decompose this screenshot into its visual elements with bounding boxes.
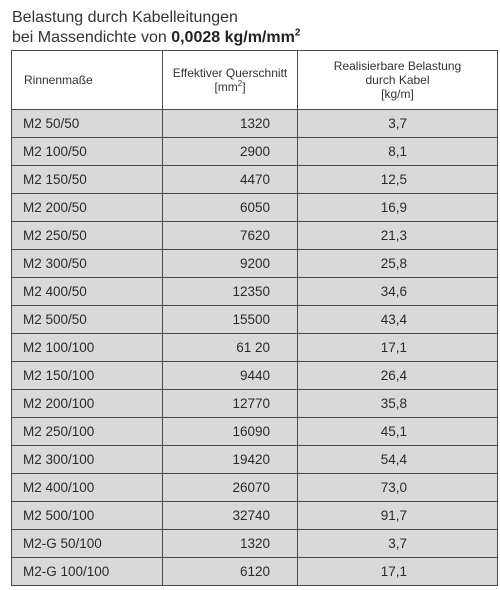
cell-cross-section: 16090 [163, 418, 298, 446]
cell-channel-size: M2 300/50 [12, 250, 163, 278]
unit-exponent: 2 [237, 79, 243, 88]
cell-load: 17,1 [298, 558, 498, 586]
page-title [12, 8, 300, 48]
table-row [12, 446, 498, 474]
cell-load: 25,8 [298, 250, 498, 278]
table-row [12, 222, 498, 250]
table-row [12, 194, 498, 222]
cell-channel-size: M2 200/50 [12, 194, 163, 222]
cell-load: 3,7 [298, 530, 498, 558]
table-row [12, 138, 498, 166]
header-cross-section-unit [214, 80, 245, 94]
table-row [12, 278, 498, 306]
header-load-line-2: durch Kabel [365, 73, 430, 87]
cell-load: 34,6 [298, 278, 498, 306]
table-row [12, 110, 498, 138]
cell-load: 26,4 [298, 362, 498, 390]
header-cross-section [163, 51, 298, 110]
table-row [12, 250, 498, 278]
table-row [12, 166, 498, 194]
cell-cross-section: 1320 [163, 530, 298, 558]
header-channel-size: Rinnenmaße [12, 51, 163, 110]
mass-density-exponent: 2 [294, 27, 301, 39]
cell-cross-section: 4470 [163, 166, 298, 194]
table-row [12, 530, 498, 558]
cell-load: 17,1 [298, 334, 498, 362]
header-load-unit: [kg/m] [381, 87, 414, 101]
table-row [12, 558, 498, 586]
cell-channel-size: M2 400/50 [12, 278, 163, 306]
table-row [12, 474, 498, 502]
table-row [12, 334, 498, 362]
cell-cross-section: 12770 [163, 390, 298, 418]
load-table [11, 50, 498, 586]
unit-close: ] [242, 80, 246, 94]
cell-channel-size: M2 400/100 [12, 474, 163, 502]
table-row [12, 418, 498, 446]
table-row [12, 306, 498, 334]
cell-cross-section: 7620 [163, 222, 298, 250]
table-row [12, 502, 498, 530]
cell-channel-size: M2-G 50/100 [12, 530, 163, 558]
header-cross-section-label: Effektiver Querschnitt [172, 66, 288, 80]
cell-load: 73,0 [298, 474, 498, 502]
cell-channel-size: M2 300/100 [12, 446, 163, 474]
cell-cross-section: 19420 [163, 446, 298, 474]
cell-cross-section: 9200 [163, 250, 298, 278]
cell-cross-section: 61 20 [163, 334, 298, 362]
table-body [12, 110, 498, 586]
cell-channel-size: M2 500/100 [12, 502, 163, 530]
cell-cross-section: 12350 [163, 278, 298, 306]
header-load [298, 51, 498, 110]
cell-cross-section: 6050 [163, 194, 298, 222]
cell-load: 16,9 [298, 194, 498, 222]
cell-channel-size: M2 200/100 [12, 390, 163, 418]
table-header-row [12, 51, 498, 110]
cell-load: 8,1 [298, 138, 498, 166]
cell-channel-size: M2 250/50 [12, 222, 163, 250]
cell-channel-size: M2 500/50 [12, 306, 163, 334]
header-load-line-1: Realisierbare Belastung [333, 59, 462, 73]
cell-load: 35,8 [298, 390, 498, 418]
cell-cross-section: 26070 [163, 474, 298, 502]
mass-density-text: 0,0028 kg/m/mm [171, 29, 295, 46]
title-line-2 [12, 28, 300, 48]
cell-cross-section: 32740 [163, 502, 298, 530]
cell-cross-section: 2900 [163, 138, 298, 166]
cell-cross-section: 15500 [163, 306, 298, 334]
cell-load: 45,1 [298, 418, 498, 446]
cell-load: 21,3 [298, 222, 498, 250]
cell-cross-section: 6120 [163, 558, 298, 586]
table-row [12, 390, 498, 418]
title-line-2-prefix: bei Massendichte von [12, 29, 172, 46]
title-line-1: Belastung durch Kabelleitungen [12, 9, 238, 26]
table-row [12, 362, 498, 390]
mass-density-value [171, 29, 300, 46]
cell-channel-size: M2 150/50 [12, 166, 163, 194]
cell-load: 3,7 [298, 110, 498, 138]
cell-channel-size: M2-G 100/100 [12, 558, 163, 586]
cell-cross-section: 9440 [163, 362, 298, 390]
unit-open: [mm [214, 80, 238, 94]
cell-channel-size: M2 100/100 [12, 334, 163, 362]
cell-channel-size: M2 100/50 [12, 138, 163, 166]
cell-cross-section: 1320 [163, 110, 298, 138]
cell-load: 54,4 [298, 446, 498, 474]
cell-channel-size: M2 250/100 [12, 418, 163, 446]
cell-load: 91,7 [298, 502, 498, 530]
cell-channel-size: M2 150/100 [12, 362, 163, 390]
cell-channel-size: M2 50/50 [12, 110, 163, 138]
cell-load: 43,4 [298, 306, 498, 334]
cell-load: 12,5 [298, 166, 498, 194]
